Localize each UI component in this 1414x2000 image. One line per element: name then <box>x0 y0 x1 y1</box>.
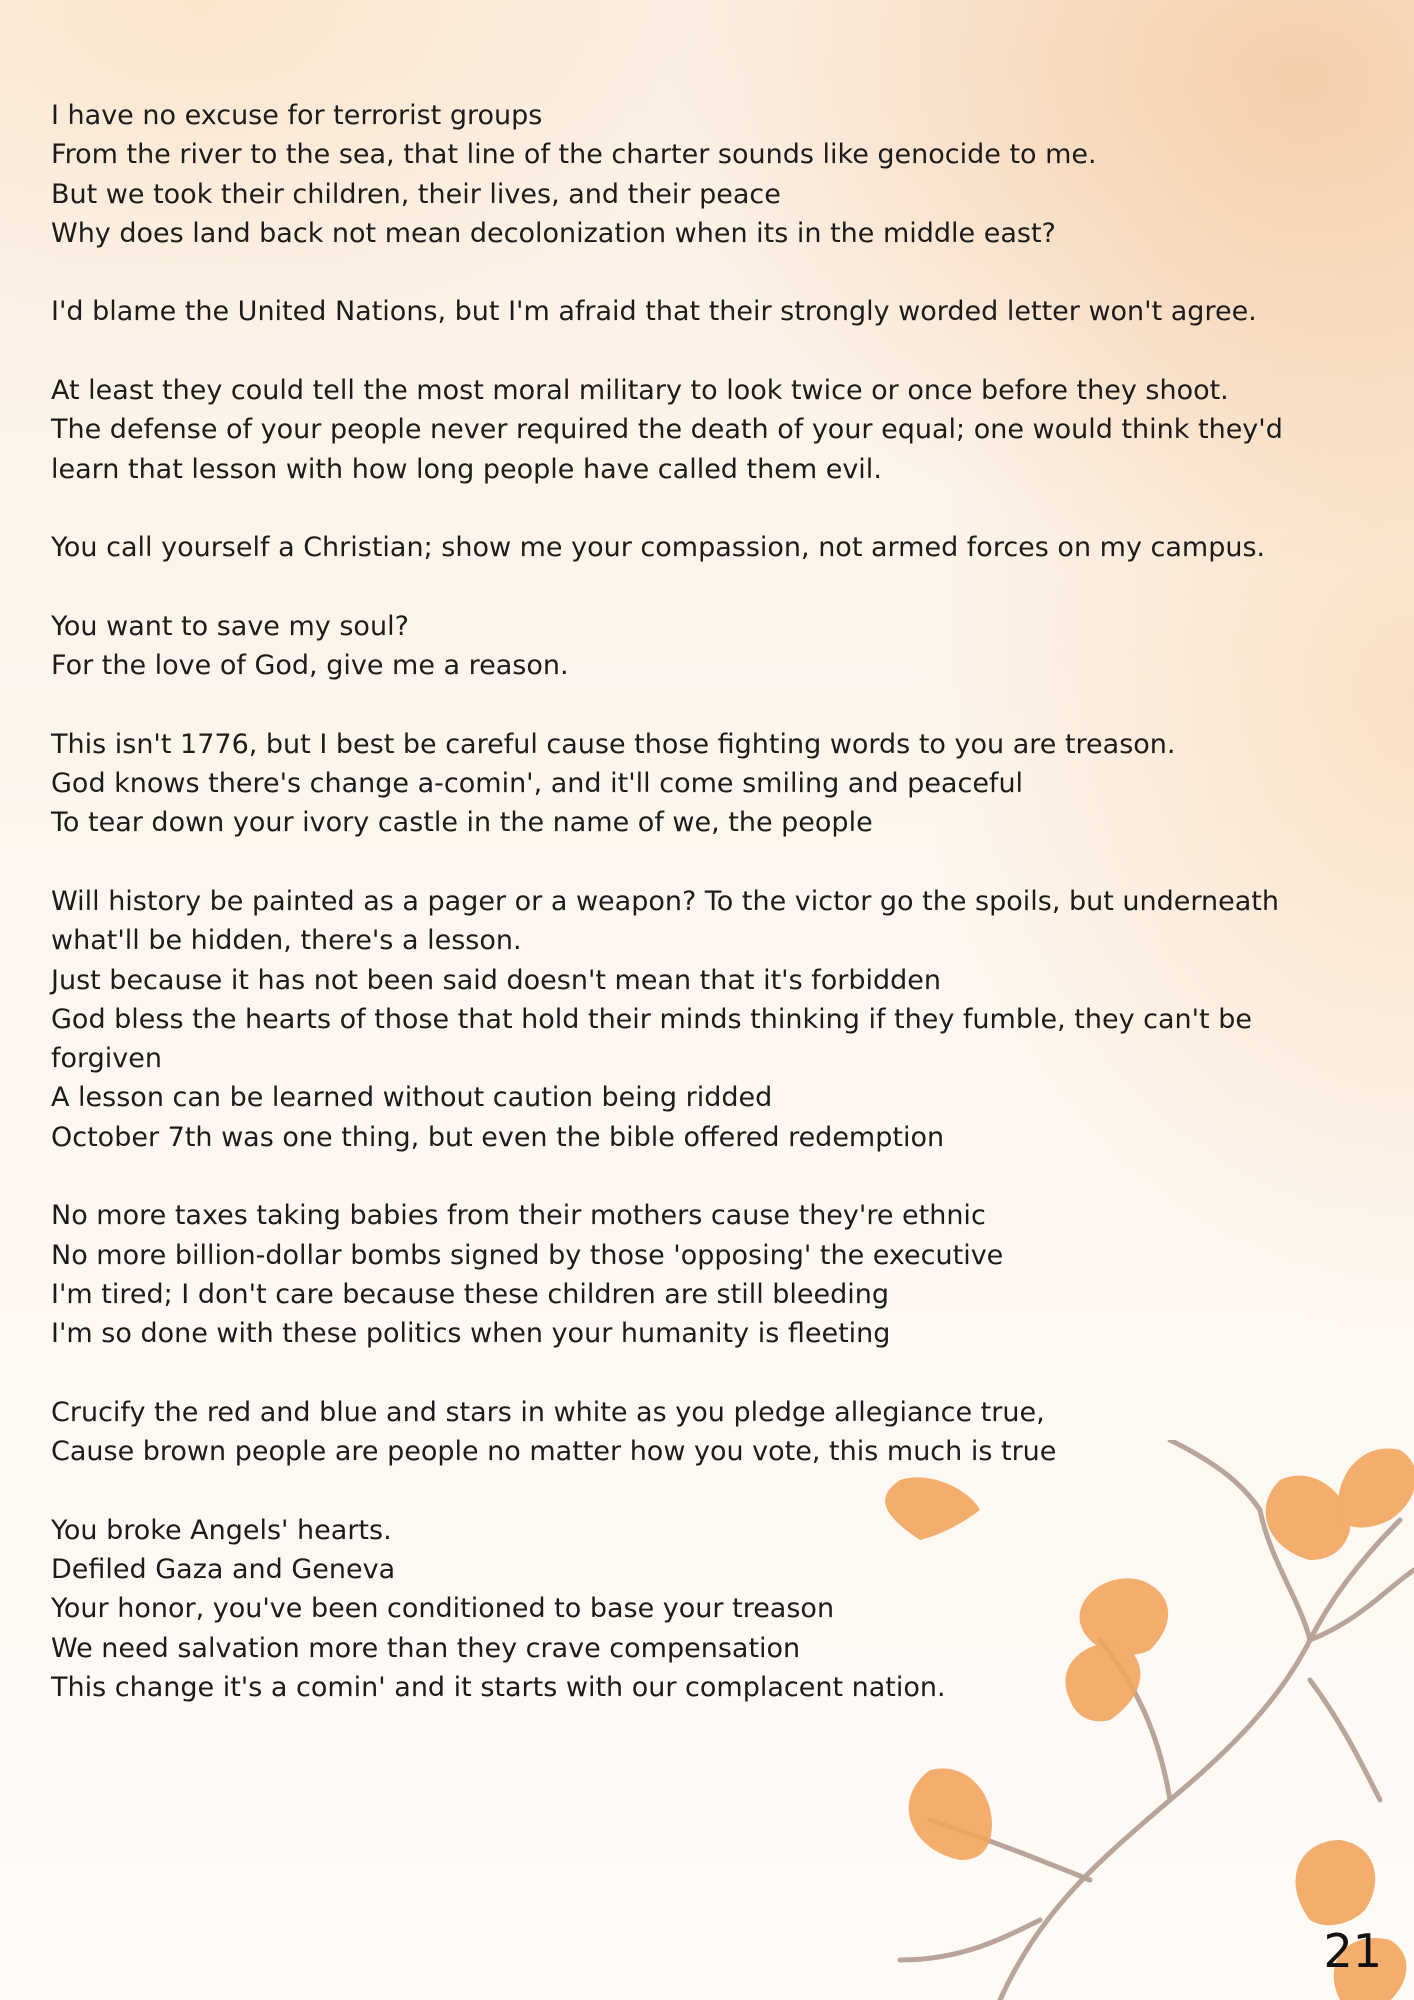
ginkgo-branch-decoration <box>840 1440 1414 2000</box>
poem-line: October 7th was one thing, but even the bible offered redemption <box>51 1121 945 1153</box>
stanza <box>51 96 1311 253</box>
poem-line: Just because it has not been said doesn't mean that it's forbidden <box>51 964 942 996</box>
poem-line: Cause brown people are people no matter how you vote, this much is true <box>51 1436 1057 1468</box>
poem-line: I'd blame the United Nations, but I'm afraid that their strongly worded letter won't agree. <box>51 296 1257 328</box>
stanza <box>51 607 1311 686</box>
page-number: 21 <box>1323 1924 1382 1978</box>
poem-line: Why does land back not mean decolonization when its in the middle east? <box>51 217 1056 249</box>
stanza <box>51 371 1311 489</box>
poem-line: I'm tired; I don't care because these children are still bleeding <box>51 1278 890 1310</box>
stanza <box>51 882 1311 1157</box>
poem-line: You call yourself a Christian; show me your compassion, not armed forces on my campus. <box>51 532 1266 564</box>
poem-line: This change it's a comin' and it starts with our complacent nation. <box>51 1671 946 1703</box>
poem-line: To tear down your ivory castle in the name of we, the people <box>51 807 873 839</box>
poem-line: A lesson can be learned without caution being ridded <box>51 1082 773 1114</box>
poem-line: Crucify the red and blue and stars in white as you pledge allegiance true, <box>51 1396 1045 1428</box>
poem-line: This isn't 1776, but I best be careful cause those fighting words to you are treason. <box>51 728 1176 760</box>
poem-line: You broke Angels' hearts. <box>51 1514 392 1546</box>
poem-line: No more billion-dollar bombs signed by those 'opposing' the executive <box>51 1239 1004 1271</box>
poem-line: Will history be painted as a pager or a weapon? To the victor go the spoils, but underneath what'll be hidden, there's a lesson. <box>51 885 1279 957</box>
poem-line: God knows there's change a-comin', and it'll come smiling and peaceful <box>51 768 1024 800</box>
poem-line: You want to save my soul? <box>51 610 409 642</box>
poem-line: For the love of God, give me a reason. <box>51 650 569 682</box>
stanza <box>51 292 1311 331</box>
stanza <box>51 725 1311 843</box>
poem-line: God bless the hearts of those that hold their minds thinking if they fumble, they can't be forgiven <box>51 1003 1252 1075</box>
poem-line: From the river to the sea, that line of the charter sounds like genocide to me. <box>51 139 1097 171</box>
poem-line: I have no excuse for terrorist groups <box>51 100 543 131</box>
poem-line: But we took their children, their lives, and their peace <box>51 178 781 210</box>
poem-line: Defiled Gaza and Geneva <box>51 1553 396 1585</box>
poem-line: Your honor, you've been conditioned to base your treason <box>51 1593 835 1625</box>
stanza <box>51 1196 1311 1353</box>
stanza <box>51 528 1311 567</box>
poem-line: No more taxes taking babies from their mothers cause they're ethnic <box>51 1200 986 1232</box>
poem-line: At least they could tell the most moral military to look twice or once before they shoot. <box>51 375 1229 407</box>
poem-line: The defense of your people never required the death of your equal; one would think they'd learn that lesson with how long people have called them evil. <box>51 414 1283 485</box>
poem-line: We need salvation more than they crave compensation <box>51 1632 801 1664</box>
poem-line: I'm so done with these politics when your humanity is fleeting <box>51 1318 891 1350</box>
